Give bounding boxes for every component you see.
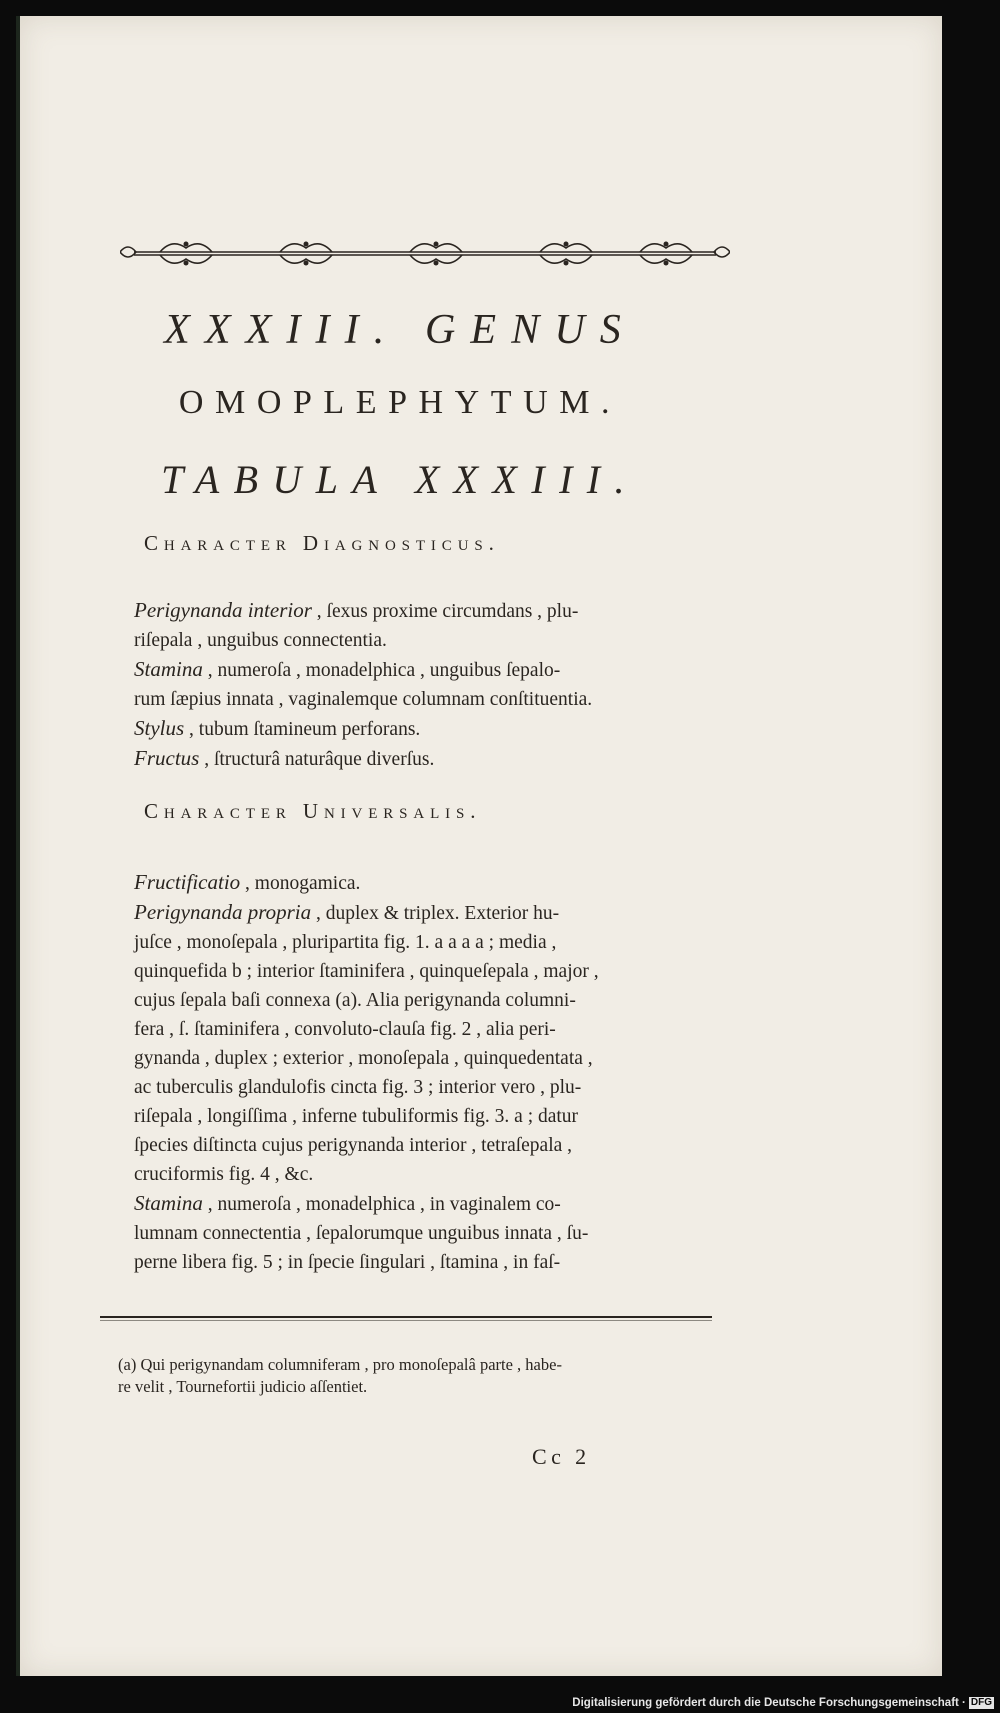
floral-vine-ornament-icon	[120, 234, 730, 270]
footnote: (a) Qui perigynandam columniferam , pro monoſepalâ parte , habe- re velit , Tournefortii judicio aſſentiet.	[118, 1355, 562, 1396]
term: Stamina	[134, 657, 203, 681]
genus-title: XXXIII. GENUS	[164, 307, 636, 353]
genus-name: OMOPLEPHYTUM.	[178, 384, 622, 421]
section-text-universal	[130, 868, 736, 1277]
term: Stamina	[134, 1191, 203, 1215]
paragraph: Stylus , tubum ſtamineum perforans.	[134, 716, 421, 740]
paragraph: Perigynanda propria , duplex & triplex. Exterior hu- juſce , monoſepala , pluripartita fig. 1. a a a a ; media , quinquefida b ; interior ſtaminifera , quinqueſepala , major , cujus ſepala baſi connexa (a). Alia perigynanda columni- fera , ſ. ſtaminifera , convoluto-clauſa fig. 2 , alia peri- gynanda , duplex ; exterior , monoſepala , quinquedentata , ac tuberculis glandulofis cincta fig. 3 ; interior vero , plu- riſepala , longiſſima , inferne tubuliformis fig. 3. a ; datur ſpecies diſtincta cujus perigynanda interior , tetraſepala , cruciformis fig. 4 , &c.	[134, 900, 599, 1185]
book-page	[16, 16, 942, 1676]
footnote-divider-thin	[100, 1320, 712, 1321]
term: Perigynanda interior	[134, 598, 312, 622]
section-heading-diagnostic: Character Diagnosticus.	[144, 531, 500, 555]
signature-mark: Cc 2	[532, 1444, 591, 1469]
digitization-credit: Digitalisierung gefördert durch die Deutsche Forschungsgemeinschaft · DFG	[572, 1696, 992, 1709]
term: Stylus	[134, 716, 185, 740]
paragraph: Fructificatio , monogamica.	[134, 870, 361, 894]
plate-title: TABULA XXXIII.	[161, 457, 639, 502]
term: Fructificatio	[134, 870, 241, 894]
paragraph: Perigynanda interior , ſexus proxime circumdans , plu- riſepala , unguibus connectentia.	[134, 598, 579, 651]
paragraph: Fructus , ſtructurâ naturâque diverſus.	[134, 746, 435, 770]
footnote-divider	[100, 1316, 712, 1318]
term: Fructus	[134, 746, 200, 770]
dfg-logo-icon: DFG	[970, 1696, 992, 1708]
paragraph: Stamina , numeroſa , monadelphica , unguibus ſepalo- rum ſæpius innata , vaginalemque columnam conſtituentia.	[134, 657, 593, 710]
paragraph: Stamina , numeroſa , monadelphica , in vaginalem co- lumnam connectentia , ſepalorumque unguibus innata , ſu- perne libera fig. 5 ; in ſpecie ſingulari , ſtamina , in faſ-	[134, 1191, 589, 1273]
section-text-diagnostic	[130, 596, 736, 774]
term: Perigynanda propria	[134, 900, 312, 924]
section-heading-universal: Character Universalis.	[144, 799, 482, 823]
